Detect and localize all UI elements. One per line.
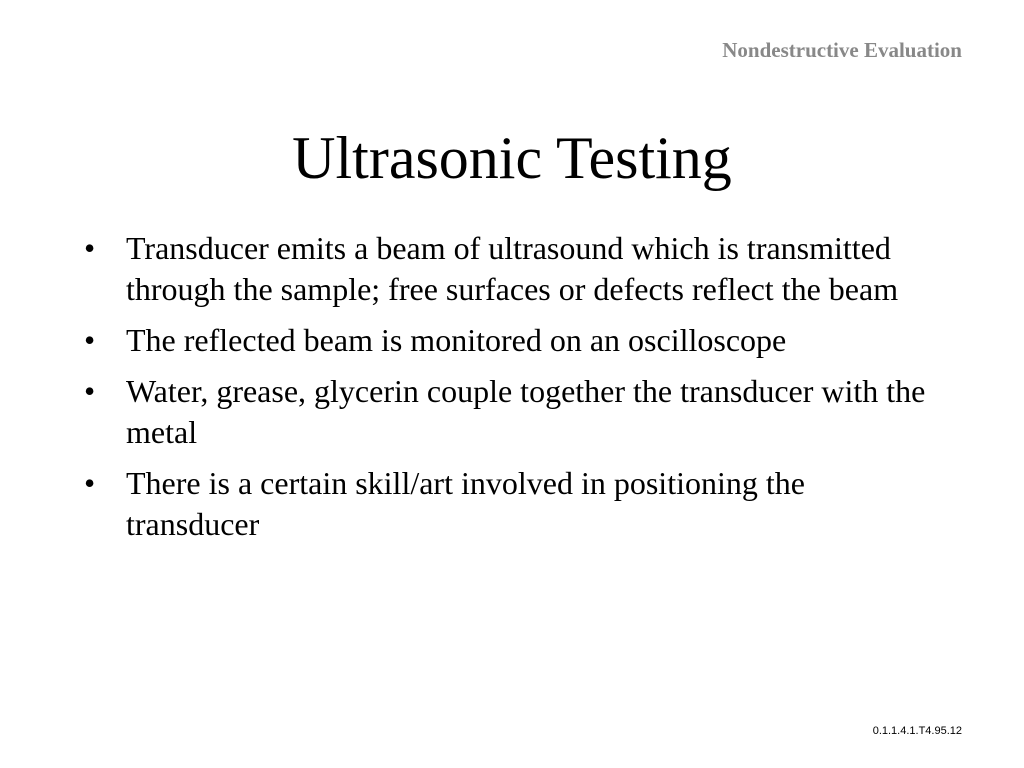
slide-code: 0.1.1.4.1.T4.95.12 — [872, 725, 962, 737]
bullet-text: The reflected beam is monitored on an oscilloscope — [126, 322, 787, 358]
bullet-item — [84, 463, 934, 545]
bullet-marker: • — [84, 230, 96, 266]
bullet-item — [84, 320, 934, 361]
bullet-text: There is a certain skill/art involved in positioning the transducer — [126, 465, 805, 542]
bullet-marker: • — [84, 373, 96, 409]
bullet-list — [84, 228, 934, 555]
bullet-text: Transducer emits a beam of ultrasound which is transmitted through the sample; free surfaces or defects reflect the beam — [126, 230, 899, 307]
bullet-item — [84, 371, 934, 453]
bullet-marker: • — [84, 465, 96, 501]
bullet-marker: • — [84, 322, 96, 358]
slide-title: Ultrasonic Testing — [292, 125, 732, 191]
bullet-item — [84, 228, 934, 310]
course-label: Nondestructive Evaluation — [722, 38, 962, 62]
bullet-text: Water, grease, glycerin couple together the transducer with the metal — [126, 373, 926, 450]
